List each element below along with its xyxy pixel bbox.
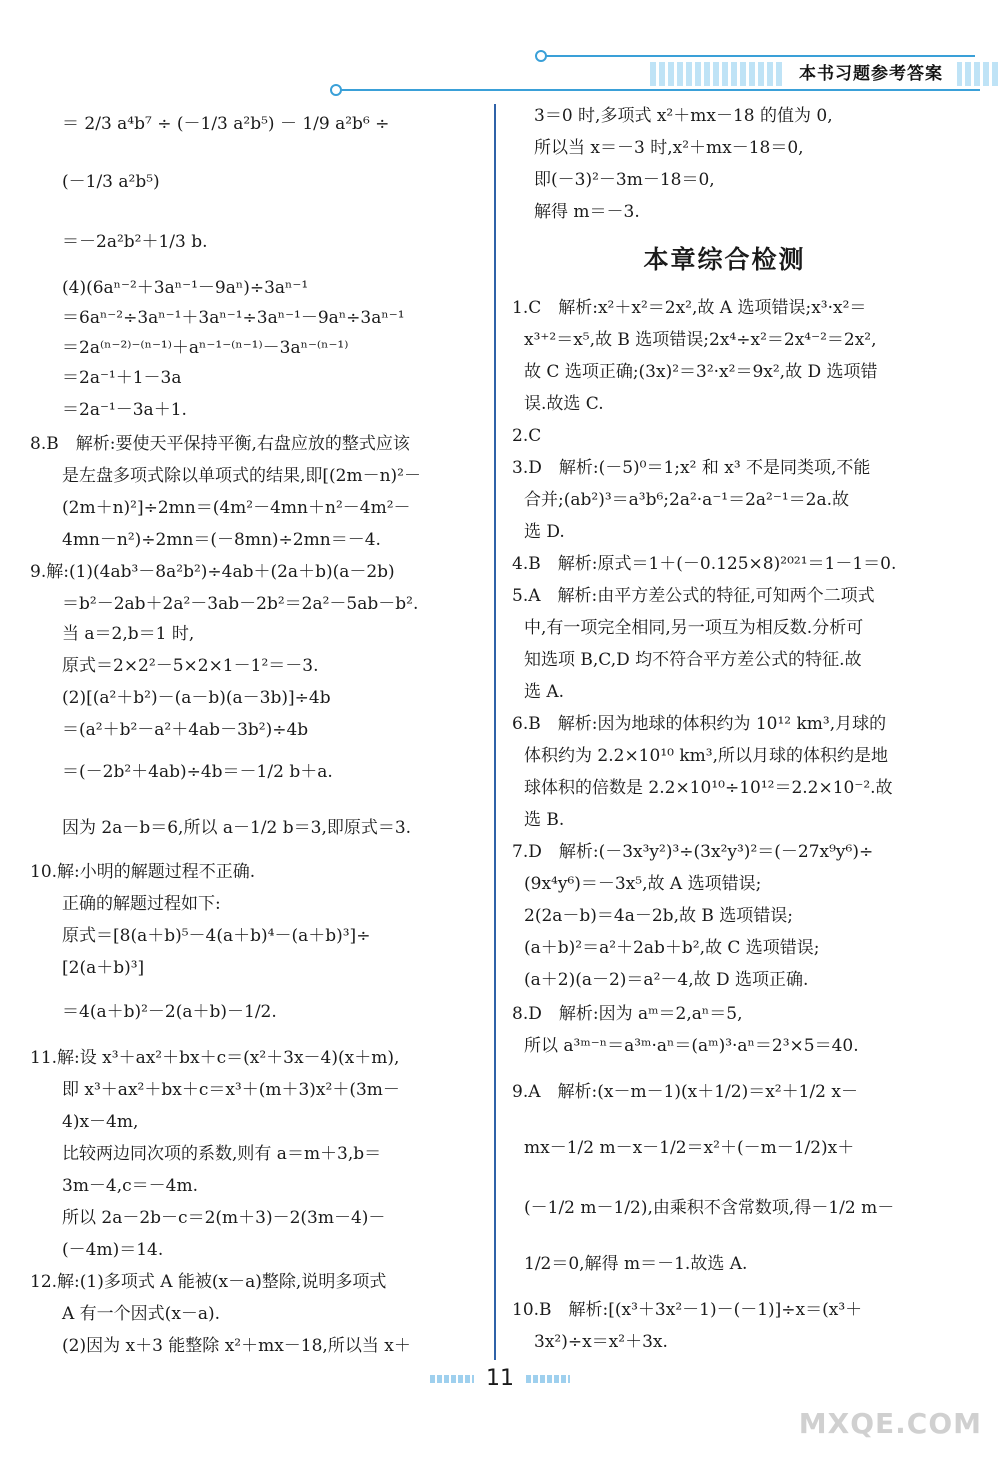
right-line: 5.A 解析:由平方差公式的特征,可知两个二项式 [512,586,875,606]
left-line: ＝6aⁿ⁻²÷3aⁿ⁻¹＋3aⁿ⁻¹÷3aⁿ⁻¹－9aⁿ÷3aⁿ⁻¹ [62,308,405,328]
footer-bar-left [430,1375,474,1383]
page-footer [430,1365,580,1395]
right-line: 即(－3)²－3m－18＝0, [534,170,715,190]
right-line: 3.D 解析:(－5)⁰＝1;x² 和 x³ 不是同类项,不能 [512,458,871,478]
right-line: x³⁺²＝x⁵,故 B 选项错误;2x⁴÷x²＝2x⁴⁻²＝2x², [524,330,877,350]
left-line: 10.解:小明的解题过程不正确. [30,862,256,882]
left-line: 即 x³＋ax²＋bx＋c＝x³＋(m＋3)x²＋(3m－ [62,1080,400,1100]
right-line: (－1/2 m－1/2),由乘积不含常数项,得－1/2 m－ [524,1198,895,1218]
right-line: 2.C [512,426,542,446]
left-line: 是左盘多项式除以单项式的结果,即[(2m－n)²－ [62,466,421,486]
right-line: 4.B 解析:原式＝1＋(－0.125×8)²⁰²¹＝1－1＝0. [512,554,897,574]
left-line: 9.解:(1)(4ab³－8a²b²)÷4ab＋(2a＋b)(a－2b) [30,562,395,582]
left-line: (－1/3 a²b⁵) [62,172,160,192]
right-line: 选 D. [524,522,565,542]
left-line: (4)(6aⁿ⁻²＋3aⁿ⁻¹－9aⁿ)÷3aⁿ⁻¹ [62,278,309,298]
left-line: ＝ 2/3 a⁴b⁷ ÷ (－1/3 a²b⁵) － 1/9 a²b⁶ ÷ [62,114,390,134]
left-line: (2)[(a²＋b²)－(a－b)(a－3b)]÷4b [62,688,331,708]
right-line: 故 C 选项正确;(3x)²＝3²·x²＝9x²,故 D 选项错 [524,362,878,382]
left-line: [2(a＋b)³] [62,958,145,978]
right-line: 3＝0 时,多项式 x²＋mx－18 的值为 0, [534,106,833,126]
right-line: 解得 m＝－3. [534,202,640,222]
right-line: 9.A 解析:(x－m－1)(x＋1/2)＝x²＋1/2 x－ [512,1082,858,1102]
right-line: 6.B 解析:因为地球的体积约为 10¹² km³,月球的 [512,714,887,734]
right-line: 3x²)÷x＝x²＋3x. [534,1332,668,1352]
column-divider [494,104,496,1360]
right-line: 10.B 解析:[(x³＋3x²－1)－(－1)]÷x＝(x³＋ [512,1300,863,1320]
right-line: 合并;(ab²)³＝a³b⁶;2a²·a⁻¹＝2a²⁻¹＝2a.故 [524,490,850,510]
left-line: (2m＋n)²]÷2mn＝(4m²－4mn＋n²－4m²－ [62,498,411,518]
left-line: ＝4(a＋b)²－2(a＋b)－1/2. [62,1002,277,1022]
header-title: 本书习题参考答案 [785,61,957,87]
right-line: 所以当 x＝－3 时,x²＋mx－18＝0, [534,138,804,158]
header-rule [340,89,980,91]
left-line: ＝2a⁽ⁿ⁻²⁾⁻⁽ⁿ⁻¹⁾＋aⁿ⁻¹⁻⁽ⁿ⁻¹⁾－3aⁿ⁻⁽ⁿ⁻¹⁾ [62,338,349,358]
left-line: (－4m)＝14. [62,1240,164,1260]
footer-bar-right [526,1375,570,1383]
page-number: 11 [486,1366,514,1391]
right-line: 球体积的倍数是 2.2×10¹⁰÷10¹²＝2.2×10⁻².故 [524,778,893,798]
header-rule-top [545,55,975,57]
right-line: 2(2a－b)＝4a－2b,故 B 选项错误; [524,906,793,926]
left-line: 8.B 解析:要使天平保持平衡,右盘应放的整式应该 [30,434,410,454]
right-line: 7.D 解析:(－3x³y²)³÷(3x²y³)²＝(－27x⁹y⁶)÷ [512,842,874,862]
left-line: 3m－4,c＝－4m. [62,1176,199,1196]
right-line: (a＋b)²＝a²＋2ab＋b²,故 C 选项错误; [524,938,820,958]
left-line: 正确的解题过程如下: [62,894,221,914]
left-line: 4)x－4m, [62,1112,139,1132]
watermark: MXQE.COM [798,1407,982,1440]
right-line: 中,有一项完全相同,另一项互为相反数.分析可 [524,618,864,638]
left-line: ＝b²－2ab＋2a²－3ab－2b²＝2a²－5ab－b². [62,594,419,614]
left-line: A 有一个因式(x－a). [62,1304,221,1324]
right-line: 8.D 解析:因为 aᵐ＝2,aⁿ＝5, [512,1004,743,1024]
left-line: 11.解:设 x³＋ax²＋bx＋c＝(x²＋3x－4)(x＋m), [30,1048,400,1068]
right-line: 选 A. [524,682,565,702]
section-title: 本章综合检测 [643,245,806,274]
right-line: (9x⁴y⁶)＝－3x⁵,故 A 选项错误; [524,874,762,894]
right-line: 误.故选 C. [524,394,604,414]
right-line: 知选项 B,C,D 均不符合平方差公式的特征.故 [524,650,862,670]
left-line: 12.解:(1)多项式 A 能被(x－a)整除,说明多项式 [30,1272,387,1292]
page-header [330,44,1000,94]
right-line: (a＋2)(a－2)＝a²－4,故 D 选项正确. [524,970,809,990]
left-line: 因为 2a－b＝6,所以 a－1/2 b＝3,即原式＝3. [62,818,412,838]
right-line: mx－1/2 m－x－1/2＝x²＋(－m－1/2)x＋ [524,1138,855,1158]
right-line: 所以 a³ᵐ⁻ⁿ＝a³ᵐ·aⁿ＝(aᵐ)³·aⁿ＝2³×5＝40. [524,1036,859,1056]
right-line: 1/2＝0,解得 m＝－1.故选 A. [524,1254,748,1274]
right-line: 选 B. [524,810,565,830]
right-line: 1.C 解析:x²＋x²＝2x²,故 A 选项错误;x³·x²＝ [512,298,867,318]
left-line: 原式＝[8(a＋b)⁵－4(a＋b)⁴－(a＋b)³]÷ [62,926,371,946]
left-line: 当 a＝2,b＝1 时, [62,624,195,644]
left-line: ＝(－2b²＋4ab)÷4b＝－1/2 b＋a. [62,762,333,782]
left-line: 4mn－n²)÷2mn＝(－8mn)÷2mn＝－4. [62,530,381,550]
left-line: ＝(a²＋b²－a²＋4ab－3b²)÷4b [62,720,309,740]
left-line: 原式＝2×2²－5×2×1－1²＝－3. [62,656,319,676]
left-line: 所以 2a－2b－c＝2(m＋3)－2(3m－4)－ [62,1208,386,1228]
left-line: (2)因为 x＋3 能整除 x²＋mx－18,所以当 x＋ [62,1336,411,1356]
left-line: ＝2a⁻¹－3a＋1. [62,400,187,420]
left-line: ＝－2a²b²＋1/3 b. [62,232,208,252]
left-line: ＝2a⁻¹＋1－3a [62,368,182,388]
left-line: 比较两边同次项的系数,则有 a＝m＋3,b＝ [62,1144,382,1164]
right-line: 体积约为 2.2×10¹⁰ km³,所以月球的体积约是地 [524,746,888,766]
